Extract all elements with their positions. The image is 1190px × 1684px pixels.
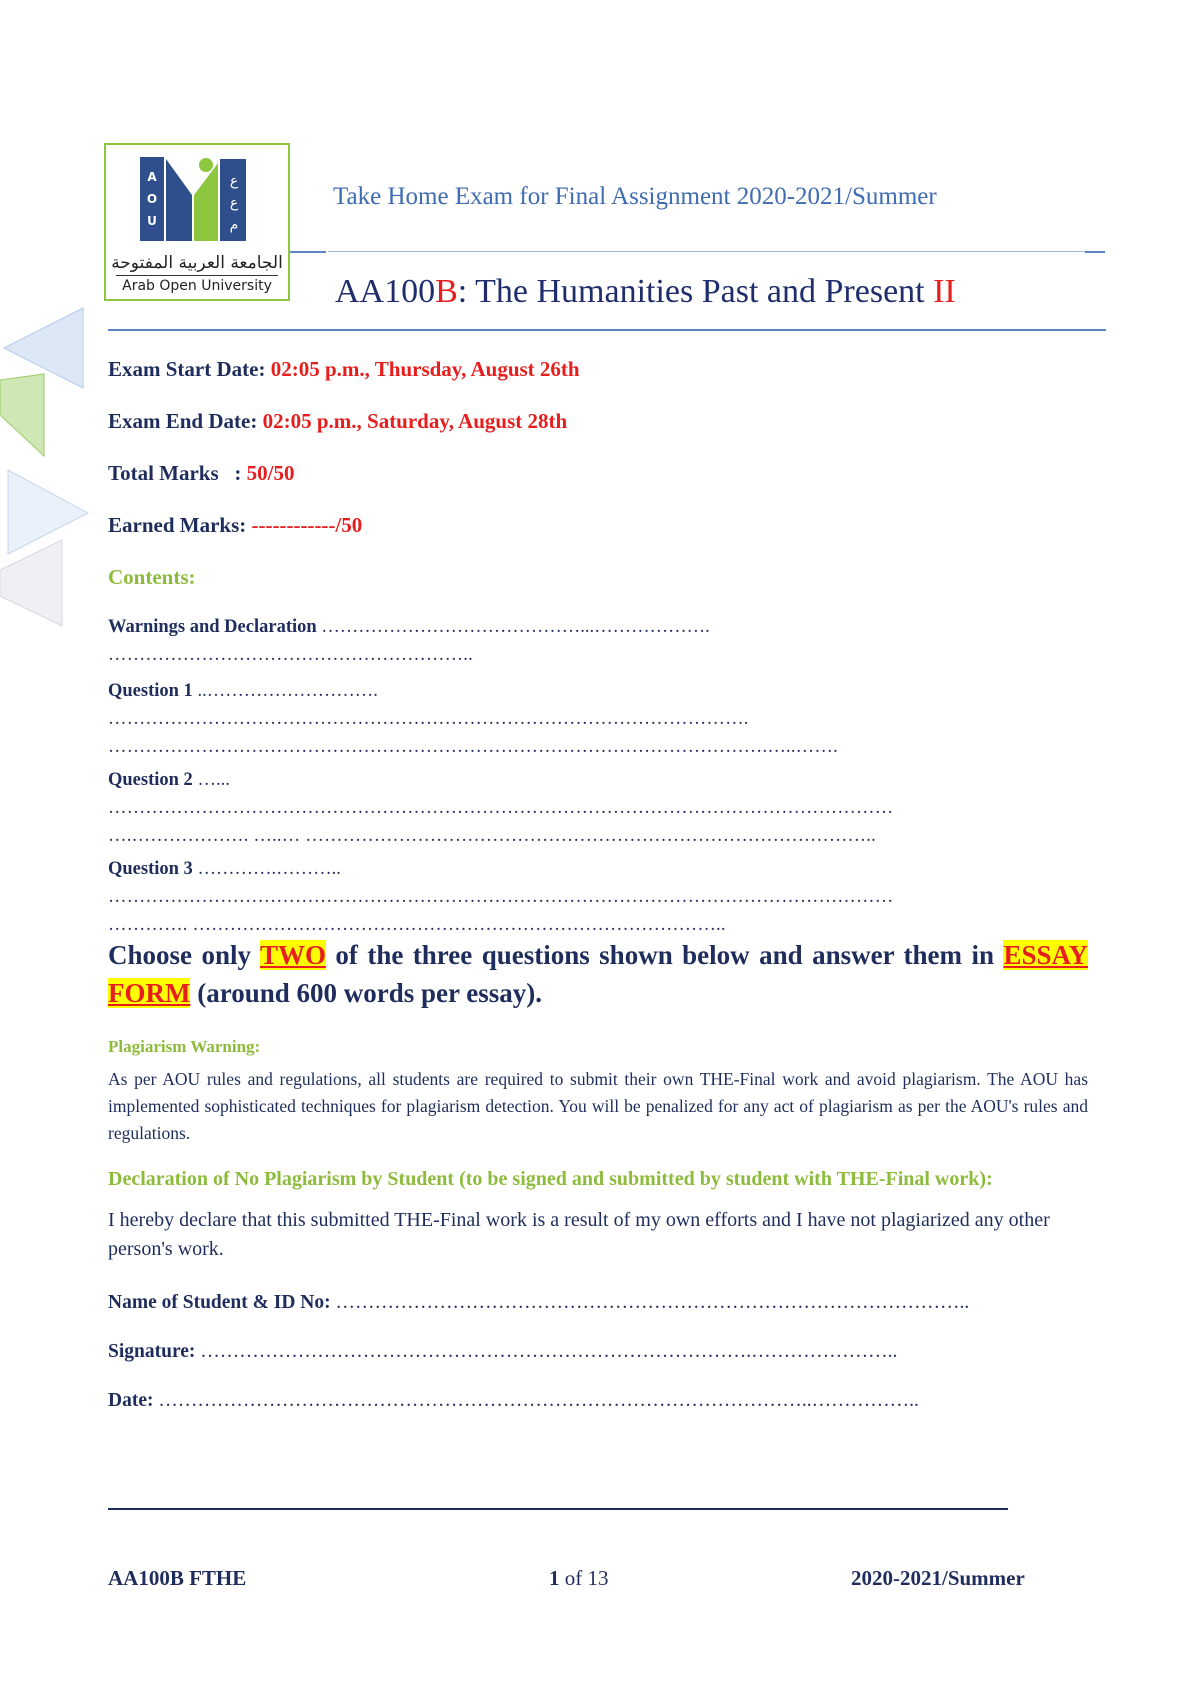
- toc-dots: …………. …………………………………………………………………………..: [108, 915, 726, 935]
- toc-dots: ….………………. …..… ………………………………………………………………………………..: [108, 826, 876, 846]
- toc-dots: …………………………………………………..: [108, 645, 473, 665]
- toc-item-warnings: Warnings and Declaration ……………………………………...……………….: [108, 617, 710, 637]
- date-field[interactable]: Date: ………………………………………………………………………………………..……………..: [108, 1390, 919, 1411]
- svg-text:م: م: [229, 217, 239, 233]
- toc-dots: ………………………………………………………………………………………………………………: [108, 887, 894, 907]
- exam-type-title: Take Home Exam for Final Assignment 2020-2021/Summer: [333, 183, 937, 210]
- plagiarism-warning-text: As per AOU rules and regulations, all students are required to submit their own THE-Final work and avoid plagiarism. The AOU has implemented sophisticated techniques for plagiarism detection. You will be penalized for any act of plagiarism as per the AOU's rules and regulations.: [108, 1069, 1088, 1143]
- course-code: AA100: [335, 273, 436, 310]
- triangle-green: [0, 374, 44, 456]
- toc-dots: ………………………………………………………………………………………….: [108, 709, 749, 729]
- declaration-title: Declaration of No Plagiarism by Student (to be signed and submitted by student with THE-Final work):: [108, 1168, 993, 1190]
- toc-item-question-1: Question 1 ..……………………….: [108, 681, 378, 701]
- header-divider-top: [328, 251, 1088, 252]
- total-marks-value: 50/50: [246, 461, 295, 485]
- svg-text:A: A: [147, 170, 157, 184]
- logo-arabic-name: الجامعة العربية المفتوحة: [111, 253, 283, 273]
- header-divider-top-left: [290, 251, 326, 253]
- toc-dots: …………………………………………………………………………………………….…..…….: [108, 737, 838, 757]
- exam-end-date: Exam End Date: 02:05 p.m., Saturday, August 28th: [108, 409, 568, 433]
- triangle-blue-mid: [8, 470, 88, 554]
- toc-item-question-3: Question 3 ………….………..: [108, 859, 341, 879]
- footer-semester: 2020-2021/Summer: [851, 1566, 1025, 1590]
- aou-logo: [104, 143, 290, 301]
- exam-start-date: Exam Start Date: 02:05 p.m., Thursday, August 26th: [108, 357, 580, 381]
- course-name: : The Humanities Past and Present: [457, 273, 934, 310]
- declaration-text: I hereby declare that this submitted THE-Final work is a result of my own efforts and I have not plagiarized any other person's work.: [108, 1209, 1050, 1260]
- decorative-triangles: [0, 300, 90, 630]
- plagiarism-warning-title: Plagiarism Warning:: [108, 1037, 261, 1056]
- student-name-field[interactable]: Name of Student & ID No: ……………………………………………………………………………………..: [108, 1292, 970, 1313]
- contents-heading: Contents:: [108, 565, 196, 589]
- total-marks: Total Marks : 50/50: [108, 461, 295, 485]
- svg-text:O: O: [146, 192, 158, 206]
- course-part: II: [933, 273, 956, 310]
- signature-field[interactable]: Signature: ………………………………………………………………………….…………………..: [108, 1341, 898, 1362]
- logo-english-name: Arab Open University: [116, 275, 278, 294]
- footer-divider: [108, 1508, 1008, 1510]
- course-title: [335, 273, 956, 311]
- earned-marks-value: ------------/50: [251, 513, 363, 537]
- exam-start-value: 02:05 p.m., Thursday, August 26th: [270, 357, 580, 381]
- highlight-two: TWO: [259, 940, 326, 970]
- page-number: 1 of 13: [549, 1566, 609, 1590]
- course-code-suffix: B: [435, 273, 458, 310]
- header-divider-top-right: [1085, 251, 1105, 253]
- svg-text:ع: ع: [229, 173, 239, 189]
- toc-item-question-2: Question 2 …...: [108, 770, 230, 790]
- highlight-essay-form: ESSAY FORM: [108, 940, 1088, 1008]
- earned-marks: Earned Marks: ------------/50: [108, 513, 363, 537]
- header-divider-bottom: [108, 329, 1106, 331]
- svg-text:U: U: [147, 214, 157, 228]
- toc-dots: ………………………………………………………………………………………………………………: [108, 798, 894, 818]
- essay-instruction: Choose only TWO of the three questions shown below and answer them in ESSAY FORM (around 600 words per essay).: [108, 940, 1088, 1008]
- exam-end-value: 02:05 p.m., Saturday, August 28th: [262, 409, 568, 433]
- footer-course-code: AA100B FTHE: [108, 1566, 247, 1590]
- svg-text:ع: ع: [229, 195, 239, 211]
